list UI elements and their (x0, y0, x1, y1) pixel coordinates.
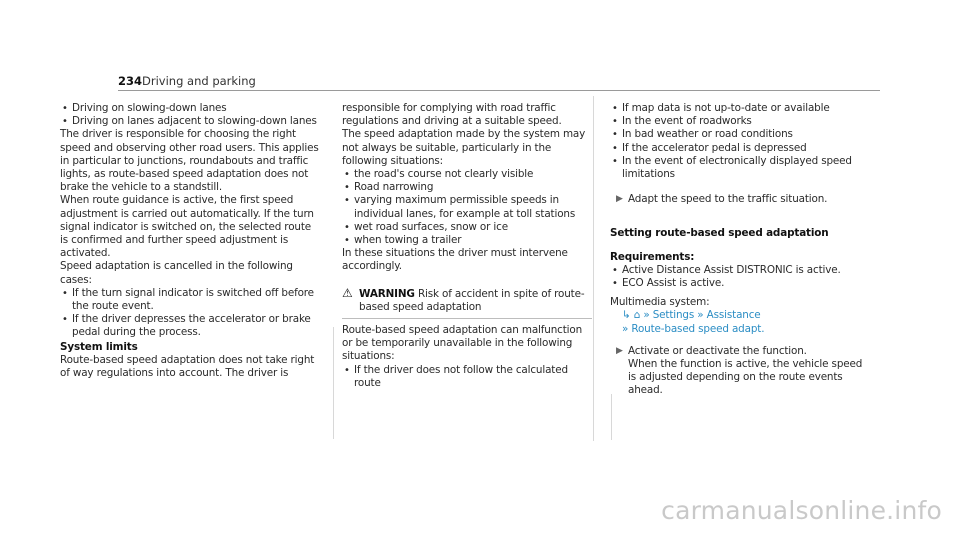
bullet-icon: • (344, 221, 350, 233)
action-body: When the function is active, the vehicle speed is adjusted depending on the route events ahead. (628, 358, 863, 397)
bullet-icon: • (344, 169, 350, 181)
bullet-icon: • (344, 364, 350, 376)
warning-triangle-icon: ⚠ (342, 285, 353, 300)
bullet-icon: • (612, 264, 618, 276)
bullet-icon: • (612, 155, 618, 167)
bullet-icon: • (612, 103, 618, 114)
action-left-border (611, 394, 612, 440)
paragraph: Speed adaptation is cancelled in the following cases: (60, 260, 293, 286)
list-item: • If the accelerator pedal is depressed (612, 141, 807, 154)
section-heading: Setting route-based speed adaptation (610, 227, 829, 240)
list-item: • In the event of electronically displayed speed limitations (612, 154, 852, 181)
list-item: • Road narrowing (344, 181, 434, 194)
section-heading: System limits (60, 340, 138, 353)
action-triangle-icon: ▶ (616, 345, 623, 356)
paragraph: The driver is responsible for choosing the right speed and observing other road users. This applies in particular to junctions, roundabouts and traffic lights, as route-based speed adaptation does not brake the vehicle to a standstill. (60, 128, 319, 194)
menu-path-line (610, 309, 872, 322)
menu-path-line (610, 323, 872, 336)
chevron-right-icon: » (643, 309, 650, 322)
action-triangle-icon: ▶ (616, 194, 623, 205)
bullet-icon: • (612, 142, 618, 154)
bullet-icon: • (62, 314, 68, 326)
list-item: • If the driver does not follow the calculated route (344, 363, 568, 389)
warning-left-border (333, 327, 334, 439)
warning-title: Risk of accident in spite of route-based speed adaptation (359, 287, 585, 313)
bullet-icon: • (612, 129, 618, 141)
list-item: • If map data is not up-to-date or available (612, 102, 830, 114)
chevron-right-icon: » (697, 309, 704, 322)
bullet-icon: • (62, 103, 68, 114)
list-item: • Active Distance Assist DISTRONIC is active. (612, 263, 841, 276)
list-item: • ECO Assist is active. (612, 277, 725, 290)
menu-path (610, 309, 872, 335)
action-step (610, 345, 872, 398)
requirements-label: Requirements: (610, 250, 695, 263)
list-item: • the road's course not clearly visible (344, 168, 534, 181)
menu-route-based-speed-adapt[interactable]: Route-based speed adapt. (631, 322, 765, 335)
page-header (118, 73, 880, 93)
bullet-icon: • (344, 182, 350, 194)
action-title: Activate or deactivate the function. (628, 344, 807, 357)
list-item: • Driving on lanes adjacent to slowing-down lanes (62, 115, 317, 128)
warning-body: Route-based speed adaptation can malfunction or be temporarily unavailable in the following situations: (342, 324, 583, 363)
warning-divider (342, 318, 592, 319)
watermark: carmanualsonline.info (661, 496, 942, 525)
return-arrow-icon: ↳ (622, 309, 631, 322)
list-item: • Driving on slowing-down lanes (62, 102, 227, 114)
bullet-icon: • (612, 116, 618, 128)
list-item: • If the turn signal indicator is switched off before the route event. (62, 286, 314, 313)
column-divider (593, 96, 594, 441)
home-icon[interactable]: ⌂ (633, 309, 641, 322)
menu-settings[interactable]: Settings (652, 309, 695, 322)
list-item: • varying maximum permissible speeds in individual lanes, for example at toll stations (344, 194, 576, 220)
bullet-icon: • (344, 235, 350, 247)
instruction-text: Adapt the speed to the traffic situation. (628, 193, 828, 206)
list-item: • In the event of roadworks (612, 115, 752, 128)
bullet-icon: • (344, 195, 350, 207)
column-left (60, 102, 322, 380)
bullet-icon: • (62, 287, 68, 299)
multimedia-label: Multimedia system: (610, 296, 710, 309)
header-title: Driving and parking (142, 74, 256, 88)
menu-assistance[interactable]: Assistance (706, 309, 761, 322)
chevron-right-icon: » (622, 322, 629, 335)
list-item: • when towing a trailer (344, 234, 462, 247)
instruction-row (610, 193, 872, 206)
paragraph: Route-based speed adaptation does not take right of way regulations into account. The driver is (60, 353, 315, 380)
list-item: • In bad weather or road conditions (612, 128, 793, 141)
list-item: • If the driver depresses the accelerator or brake pedal during the process. (62, 313, 311, 339)
header-rule (118, 90, 880, 91)
warning-label: WARNING (359, 287, 415, 300)
page-number: 234 (118, 74, 143, 88)
list-item: • wet road surfaces, snow or ice (344, 220, 508, 233)
paragraph: In these situations the driver must intervene accordingly. (342, 247, 568, 273)
paragraph: responsible for complying with road traffic regulations and driving at a suitable speed. (342, 102, 562, 128)
warning-header (342, 285, 592, 314)
column-middle (342, 102, 592, 390)
paragraph: The speed adaptation made by the system may not always be suitable, particularly in the following situations: (342, 128, 586, 167)
bullet-icon: • (62, 116, 68, 128)
bullet-icon: • (612, 278, 618, 290)
column-right (610, 102, 872, 398)
paragraph: When route guidance is active, the first speed adjustment is carried out automatically. If the turn signal indicator is switched on, the selected route is confirmed and further speed adjustment is activated. (60, 194, 314, 260)
